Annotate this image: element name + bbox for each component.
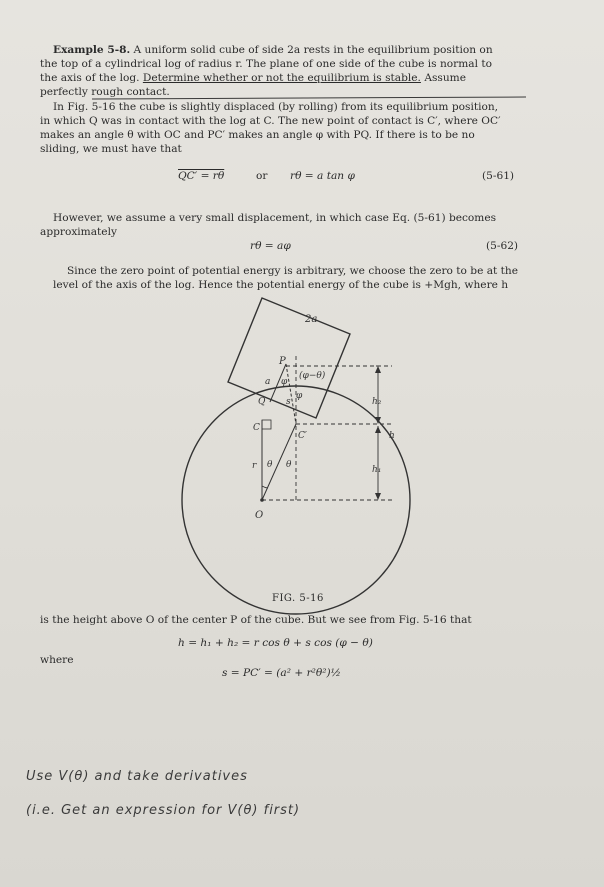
label-q: Q <box>258 397 266 407</box>
para3-line-2: level of the axis of the log. Hence the potential energy of the cube is +Mgh, where h <box>53 279 509 291</box>
label-p: P <box>279 356 286 367</box>
label-c-prime: C′ <box>298 431 307 441</box>
label-a: a <box>265 377 271 387</box>
underlined-question: Determine whether or not the equilibrium is stable. <box>142 72 421 84</box>
equation-5-62: rθ = aφ <box>250 240 291 252</box>
example-line-3: the axis of the log. Determine whether or not the equilibrium is stable. Assume <box>40 72 466 84</box>
para1-line-4: sliding, we must have that <box>40 143 182 155</box>
equation-h: h = h₁ + h₂ = r cos θ + s cos (φ − θ) <box>178 637 373 649</box>
para1-line-3: makes an angle θ with OC and PC′ makes an angle φ with PQ. If there is to be no <box>40 129 475 141</box>
para1-line-2: in which Q was in contact with the log at C. The new point of contact is C′, where OC′ <box>40 115 501 127</box>
where-label: where <box>40 654 74 666</box>
label-h1: h₁ <box>372 465 382 475</box>
h2-arrowhead-top <box>375 366 381 373</box>
label-h2: h₂ <box>372 397 382 407</box>
label-2a: 2a <box>305 314 318 325</box>
label-s: s <box>286 397 291 407</box>
equation-5-61-or: or <box>256 170 268 182</box>
para1-line-1: In Fig. 5-16 the cube is slightly displaced (by rolling) from its equilibrium position, <box>53 101 499 113</box>
label-o: O <box>255 510 264 521</box>
label-phi: φ <box>281 377 288 387</box>
h1-arrowhead-bottom <box>375 493 381 500</box>
label-c: C <box>253 423 260 433</box>
right-angle-mark <box>262 420 271 429</box>
label-theta-1: θ <box>267 460 273 470</box>
equation-number-5-61: (5-61) <box>482 170 515 182</box>
para3-line-1: Since the zero point of potential energy is arbitrary, we choose the zero to be at the <box>67 265 518 277</box>
para2-line-1: However, we assume a very small displacement, in which case Eq. (5-61) becomes <box>53 212 497 224</box>
figure-caption: FIG. 5-16 <box>272 593 324 604</box>
example-label: Example 5-8. <box>53 44 131 56</box>
handwritten-note-2: (i.e. Get an expression for V(θ) first) <box>26 803 301 818</box>
para2-line-2: approximately <box>40 226 117 238</box>
equation-5-61: QC′ = rθ <box>178 170 225 182</box>
label-phi-minus-theta: (φ−θ) <box>299 371 326 381</box>
center-o <box>260 498 264 502</box>
equation-s: s = PC′ = (a² + r²θ²)½ <box>222 667 341 679</box>
example-line-2: the top of a cylindrical log of radius r. The plane of one side of the cube is normal to <box>40 58 492 70</box>
equation-number-5-62: (5-62) <box>486 240 519 252</box>
h1-arrowhead-top <box>375 426 381 433</box>
handwritten-note-1: Use V(θ) and take derivatives <box>26 769 248 784</box>
para4-line-1: is the height above O of the center P of the cube. But we see from Fig. 5-16 that <box>40 614 472 626</box>
label-h: h <box>389 431 395 441</box>
example-line-4: perfectly rough contact. <box>40 86 170 98</box>
theta-arc <box>262 486 268 488</box>
example-line-1: Example 5-8. A uniform solid cube of side 2a rests in the equilibrium position on <box>53 44 493 56</box>
label-phi-2: φ <box>296 391 303 401</box>
label-r: r <box>252 461 257 471</box>
label-theta-2: θ <box>286 460 292 470</box>
equation-5-61-right: rθ = a tan φ <box>290 170 355 182</box>
line-pc-prime <box>286 364 296 424</box>
